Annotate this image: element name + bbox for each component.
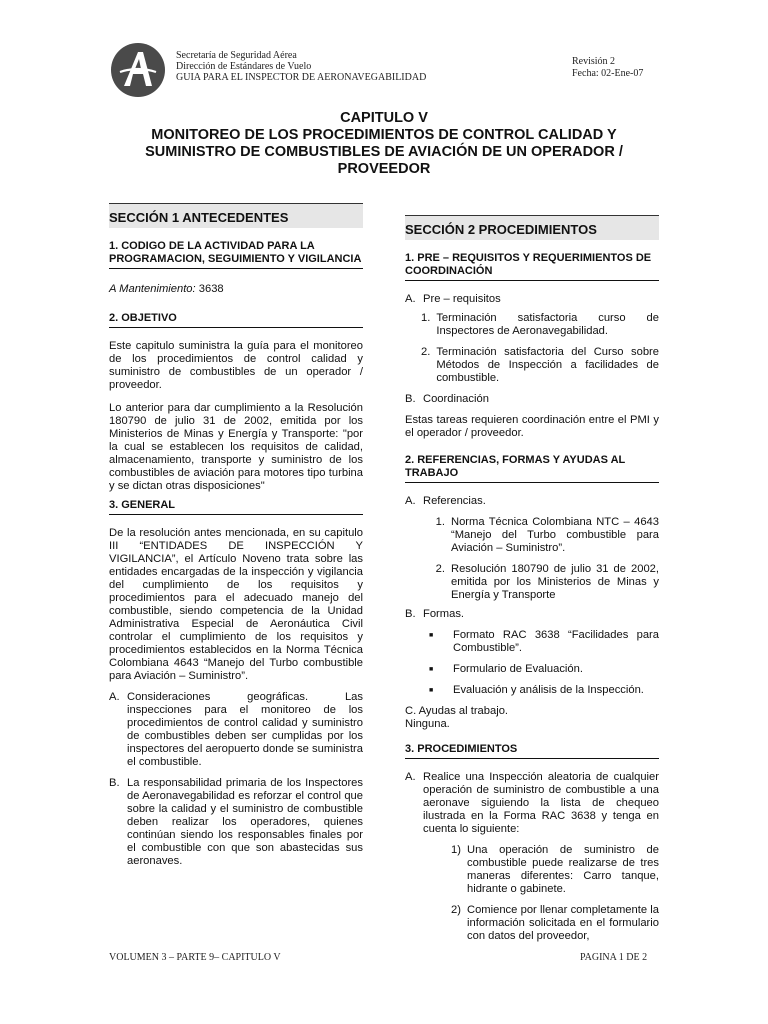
right-column bbox=[405, 215, 659, 943]
reference-item-1: 1. Norma Técnica Colombiana NTC – 4643 “Manejo del Turbo combustible para Aviación – Suministro”. bbox=[435, 516, 659, 554]
header-date: Fecha: 02-Ene-07 bbox=[572, 68, 644, 79]
left-column bbox=[109, 203, 363, 868]
activity-code-label: A Mantenimiento: bbox=[109, 283, 196, 295]
title-line1: CAPITULO V bbox=[340, 110, 428, 126]
procedure-a: A. Realice una Inspección aleatoria de cualquier operación de suministro de combustible a una aeronave siguiendo la lista de chequeo ilustrada en la Forma RAC 3638 y tenga en cuenta lo siguiente: bbox=[405, 771, 659, 835]
activity-code-value: 3638 bbox=[195, 283, 224, 295]
prereq-item-2: 2. Terminación satisfactoria del Curso sobre Métodos de Inspección a facilidades de combustible. bbox=[421, 346, 659, 384]
footer-page-number: PAGINA 1 DE 2 bbox=[580, 952, 648, 963]
footer-volume: VOLUMEN 3 – PARTE 9– CAPITULO V bbox=[109, 952, 281, 963]
title-line2: MONITOREO DE LOS PROCEDIMIENTOS DE CONTROL CALIDAD Y bbox=[151, 127, 617, 143]
activity-code-heading: 1. CODIGO DE LA ACTIVIDAD PARA LA PROGRAMACION, SEGUIMIENTO Y VIGILANCIA bbox=[109, 240, 363, 269]
section-2-title: SECCIÓN 2 PROCEDIMIENTOS bbox=[405, 215, 659, 240]
coordination-b: B. Coordinación bbox=[405, 393, 489, 405]
chapter-title bbox=[100, 110, 668, 178]
general-item-b: B. La responsabilidad primaria de los Inspectores de Aeronavegabilidad es reforzar el control que sobre la calidad y el suministro de combustible deben realizar los operadores, quienes continúan siendo los responsables finales por el combustible con que son abastecidas sus aeronaves. bbox=[109, 777, 363, 867]
prereq-item-1: 1. Terminación satisfactoria curso de Inspectores de Aeronavegabilidad. bbox=[421, 312, 659, 337]
forms-b: B. Formas. bbox=[405, 608, 465, 620]
title-line4: PROVEEDOR bbox=[337, 161, 431, 177]
prerequisites-heading: 1. PRE – REQUISITOS Y REQUERIMIENTOS DE COORDINACIÓN bbox=[405, 252, 659, 281]
form-item-3: ■ Evaluación y análisis de la Inspección. bbox=[429, 684, 644, 696]
procedures-heading: 3. PROCEDIMIENTOS bbox=[405, 743, 659, 759]
header-org-line1: Secretaría de Seguridad Aérea bbox=[176, 50, 297, 61]
general-heading: 3. GENERAL bbox=[109, 499, 363, 515]
activity-code bbox=[109, 283, 363, 296]
header-org-line2: Dirección de Estándares de Vuelo bbox=[176, 61, 312, 72]
objective-paragraph-1: Este capitulo suministra la guía para el monitoreo de los procedimientos de control calidad y suministro de combustibles de un operador / proveedor. bbox=[109, 340, 363, 391]
header-org-line3: GUIA PARA EL INSPECTOR DE AERONAVEGABILIDAD bbox=[176, 72, 427, 83]
reference-item-2: 2. Resolución 180790 de julio 31 de 2002, emitida por los Ministerios de Minas y Energía y Transporte bbox=[435, 563, 659, 601]
coordination-text: Estas tareas requieren coordinación entre el PMI y el operador / proveedor. bbox=[405, 414, 659, 439]
header-revision: Revisión 2 bbox=[572, 56, 616, 67]
prereq-a: A. Pre – requisitos bbox=[405, 293, 501, 305]
general-item-a: A. Consideraciones geográficas. Las inspecciones para el monitoreo de los procedimientos de control calidad y suministro de combustibles deben ser cumplidas por los inspectores del aeropuerto donde se suministra el combustible. bbox=[109, 691, 363, 768]
procedure-item-2: 2) Comience por llenar completamente la información solicitada en el formulario con datos del proveedor, bbox=[451, 904, 659, 942]
title-line3: SUMINISTRO DE COMBUSTIBLES DE AVIACIÓN DE UN OPERADOR / bbox=[145, 144, 623, 160]
references-heading: 2. REFERENCIAS, FORMAS Y AYUDAS AL TRABAJO bbox=[405, 454, 659, 483]
header-revision-block bbox=[572, 56, 643, 80]
procedure-item-1: 1) Una operación de suministro de combustible puede realizarse de tres maneras diferentes: Carro tanque, hidrante o gabinete. bbox=[451, 844, 659, 895]
general-paragraph: De la resolución antes mencionada, en su capitulo III “ENTIDADES DE INSPECCIÓN Y VIGILANCIA”, el Artículo Noveno trata sobre las entidades encargadas de la inspección y vigilancia del cumplimiento de los requisitos y procedimientos para el adecuado manejo del combustible, siendo competencia de la Unidad Administrativa Especial de Aeronáutica Civil controlar el cumplimiento de los requisitos y procedimientos establecidos en la Norma Técnica Colombiana 4643 “Manejo del Turbo combustible para Aviación – Suministro”. bbox=[109, 527, 363, 682]
form-item-2: ■ Formulario de Evaluación. bbox=[429, 663, 583, 675]
references-a: A. Referencias. bbox=[405, 495, 486, 507]
job-aids: C. Ayudas al trabajo. bbox=[405, 705, 509, 717]
objective-paragraph-2: Lo anterior para dar cumplimiento a la Resolución 180790 de julio 31 de 2002, emitida por los Ministerios de Minas y Energía y Transporte: "por la cual se establecen los requisitos de calidad, almacenamiento, transporte y suministro de los combustibles de aviación para motores tipo turbina y se dictan otras disposiciones" bbox=[109, 402, 363, 492]
objective-heading: 2. OBJETIVO bbox=[109, 312, 363, 328]
aerocivil-logo bbox=[110, 42, 166, 98]
form-item-1: ■ Formato RAC 3638 “Facilidades para Combustible”. bbox=[429, 629, 659, 654]
header-organization bbox=[176, 50, 426, 83]
job-aids-none: Ninguna. bbox=[405, 718, 450, 730]
section-1-title: SECCIÓN 1 ANTECEDENTES bbox=[109, 203, 363, 228]
